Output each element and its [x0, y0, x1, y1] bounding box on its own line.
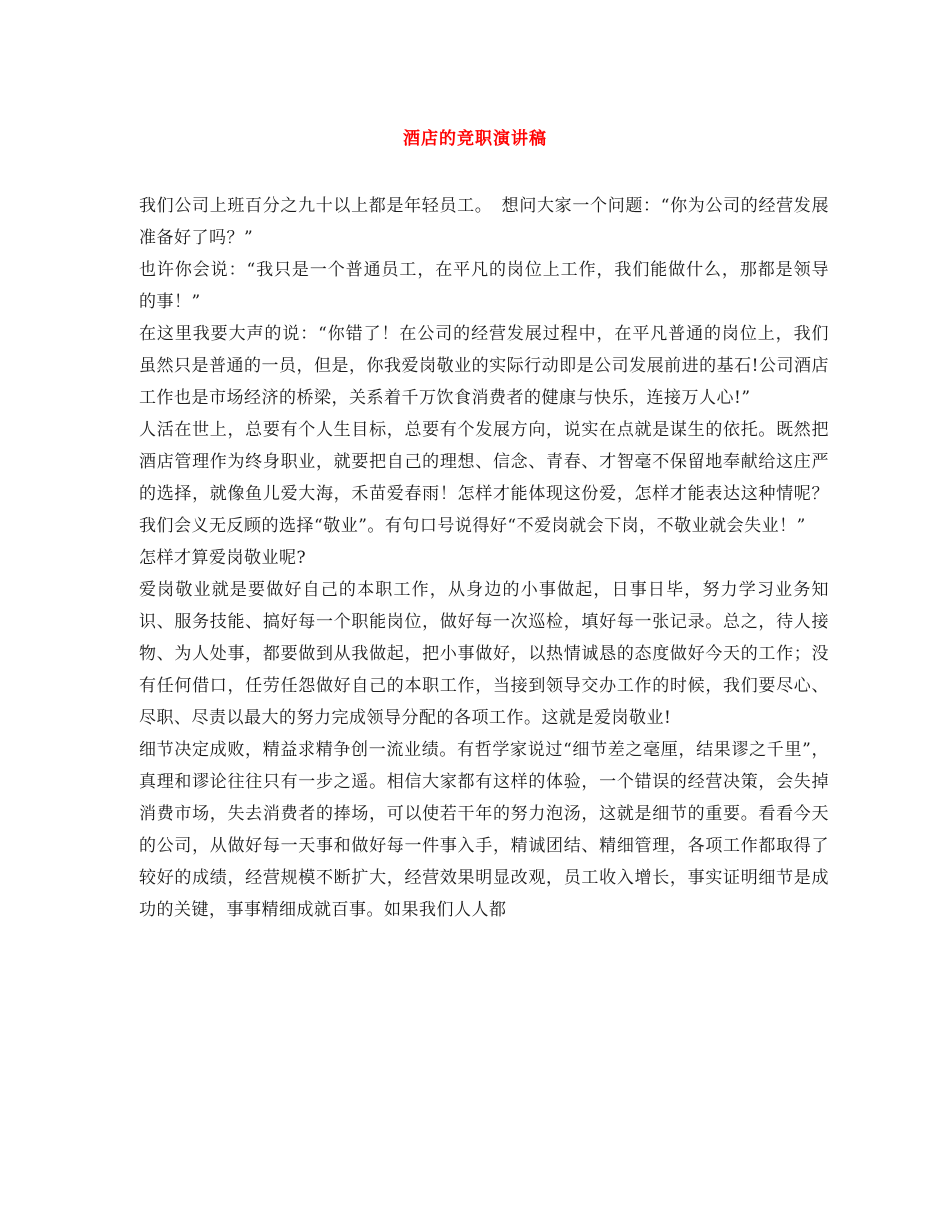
paragraph-7: 细节决定成败，精益求精争创一流业绩。有哲学家说过“细节差之毫厘，结果谬之千里”，真理和谬论往往只有一步之遥。相信大家都有这样的体验，一个错误的经营决策，会失掉消费市场，失去消费者的捧场，可以使若干年的努力泡汤，这就是细节的重要。看看今天的公司，从做好每一天事和做好每一件事入手，精诚团结、精细管理，各项工作都取得了较好的成绩，经营规模不断扩大，经营效果明显改观，员工收入增长，事实证明细节是成功的关键，事事精细成就百事。如果我们人人都: [139, 740, 829, 920]
document-body: [139, 190, 829, 926]
paragraph-5: 怎样才算爱岗敬业呢?: [139, 548, 307, 568]
paragraph-6: 爱岗敬业就是要做好自己的本职工作，从身边的小事做起，日事日毕，努力学习业务知识、服务技能、搞好每一个职能岗位，做好每一次巡检，填好每一张记录。总之，待人接物、为人处事，都要做到从我做起，把小事做好，以热情诚恳的态度做好今天的工作；没有任何借口，任劳任怨做好自己的本职工作，当接到领导交办工作的时候，我们要尽心、尽职、尽责以最大的努力完成领导分配的各项工作。这就是爱岗敬业!: [139, 580, 829, 728]
paragraph-1: 我们公司上班百分之九十以上都是年轻员工。 想问大家一个问题：“你为公司的经营发展准备好了吗？”: [139, 196, 829, 248]
document-title: 酒店的竞职演讲稿: [403, 129, 547, 149]
paragraph-4: 人活在世上，总要有个人生目标，总要有个发展方向，说实在点就是谋生的依托。既然把酒店管理作为终身职业，就要把自己的理想、信念、青春、才智毫不保留地奉献给这庄严的选择，就像鱼儿爱大海，禾苗爱春雨！怎样才能体现这份爱，怎样才能表达这种情呢？我们会义无反顾的选择“敬业”。有句口号说得好“不爱岗就会下岗，不敬业就会失业！”: [139, 420, 829, 536]
paragraph-3: 在这里我要大声的说：“你错了！在公司的经营发展过程中，在平凡普通的岗位上，我们虽然只是普通的一员，但是，你我爱岗敬业的实际行动即是公司发展前进的基石!公司酒店工作也是市场经济的桥梁，关系着千万饮食消费者的健康与快乐，连接万人心!”: [139, 324, 829, 408]
paragraph-2: 也许你会说：“我只是一个普通员工，在平凡的岗位上工作，我们能做什么，那都是领导的事！”: [139, 260, 829, 312]
